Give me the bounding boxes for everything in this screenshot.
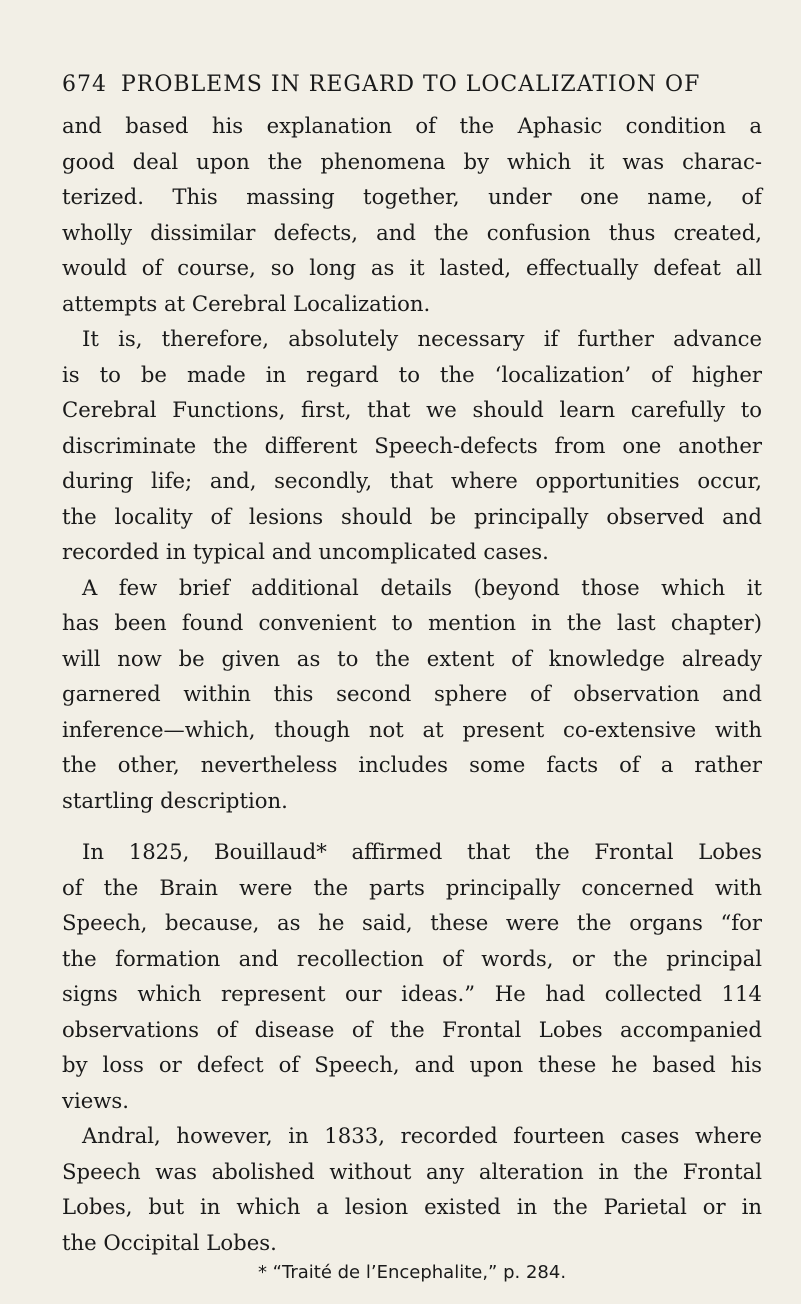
text-line: signs which represent our ideas.” He had collected 114 [62, 981, 762, 1006]
text-line: Andral, however, in 1833, recorded fourteen cases where [82, 1123, 762, 1148]
text-line: inference—which, though not at present co-extensive with [62, 716, 762, 742]
text-line: Speech, because, as he said, these were the organs “for [62, 910, 762, 935]
text-line: A few brief additional details (beyond those which it [82, 574, 762, 600]
paragraph-gap [62, 818, 762, 834]
text-line: and based his explanation of the Aphasic condition a [62, 113, 762, 138]
text-line: startling description. [62, 787, 288, 813]
paragraph [62, 108, 762, 321]
text-line: attempts at Cerebral Localization. [62, 290, 431, 316]
text-line: of the Brain were the parts principally concerned with [62, 874, 762, 900]
paragraph [62, 321, 762, 570]
running-header [62, 72, 762, 97]
text-line: will now be given as to the extent of knowledge already [62, 645, 762, 671]
text-line: by loss or defect of Speech, and upon these he based his [62, 1052, 762, 1077]
text-line: In 1825, Bouillaud* affirmed that the Frontal Lobes [82, 839, 762, 864]
text-line: garnered within this second sphere of observation and [62, 681, 762, 706]
text-line: Speech was abolished without any alteration in the Frontal [62, 1158, 762, 1184]
text-line: is to be made in regard to the ‘localization’ of higher [62, 361, 762, 387]
text-line: the Occipital Lobes. [62, 1229, 277, 1255]
page-number: 674 [62, 72, 107, 97]
text-line: It is, therefore, absolutely necessary if further advance [82, 326, 762, 351]
footnote: * “Traité de l’Encephalite,” p. 284. [257, 1262, 567, 1283]
text-line: observations of disease of the Frontal Lobes accompanied [62, 1016, 762, 1042]
text-line: recorded in typical and uncomplicated cases. [62, 539, 549, 564]
text-line: has been found convenient to mention in the last chapter) [62, 610, 762, 635]
text-line: Cerebral Functions, first, that we should learn carefully to [62, 397, 762, 422]
paragraph [62, 1118, 762, 1260]
text-line: the formation and recollection of words, or the principal [62, 945, 762, 971]
text-line: good deal upon the phenomena by which it was charac- [62, 148, 762, 174]
text-line: wholly dissimilar defects, and the confusion thus created, [62, 219, 762, 245]
text-line: terized. This massing together, under one name, of [62, 184, 762, 209]
paragraph [62, 570, 762, 819]
text-line: views. [62, 1087, 130, 1113]
text-line: during life; and, secondly, that where opportunities occur, [62, 468, 762, 493]
body-text [62, 108, 762, 1260]
text-line: the other, nevertheless includes some facts of a rather [62, 752, 762, 777]
text-line: discriminate the different Speech-defects from one another [62, 432, 762, 458]
text-line: the locality of lesions should be principally observed and [62, 503, 762, 529]
text-line: Lobes, but in which a lesion existed in the Parietal or in [62, 1194, 762, 1219]
text-line: would of course, so long as it lasted, effectually defeat all [62, 255, 762, 280]
running-title: PROBLEMS IN REGARD TO LOCALIZATION OF [121, 72, 701, 97]
paragraph [62, 834, 762, 1118]
